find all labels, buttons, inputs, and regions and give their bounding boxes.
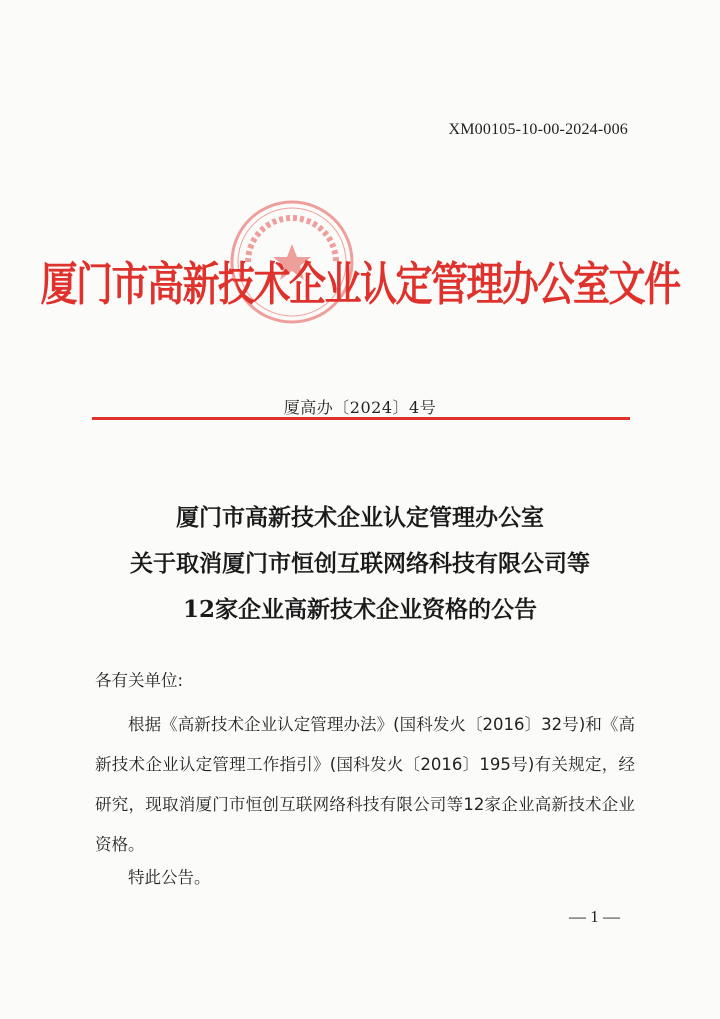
- issuing-authority-header: 厦门市高新技术企业认定管理办公室文件: [40, 257, 680, 311]
- issue-number: 厦高办〔2024〕4号: [283, 398, 437, 417]
- title-line-1: 厦门市高新技术企业认定管理办公室: [176, 504, 544, 531]
- header-divider: [92, 417, 630, 420]
- page-number: — 1 —: [569, 907, 620, 926]
- document-code: XM00105-10-00-2024-006: [448, 121, 628, 138]
- salutation: 各有关单位:: [95, 671, 184, 690]
- closing-line: 特此公告。: [128, 868, 211, 887]
- notice-title: [0, 495, 720, 633]
- title-line-2: 关于取消厦门市恒创互联网络科技有限公司等: [130, 550, 590, 577]
- title-line-3: 12家企业高新技术企业资格的公告: [182, 596, 537, 623]
- body-paragraph: 根据《高新技术企业认定管理办法》(国科发火〔2016〕32号)和《高新技术企业认定管理工作指引》(国科发火〔2016〕195号)有关规定，经研究，现取消厦门市恒创互联网络科技有限公司等12家企业高新技术企业资格。: [95, 715, 635, 854]
